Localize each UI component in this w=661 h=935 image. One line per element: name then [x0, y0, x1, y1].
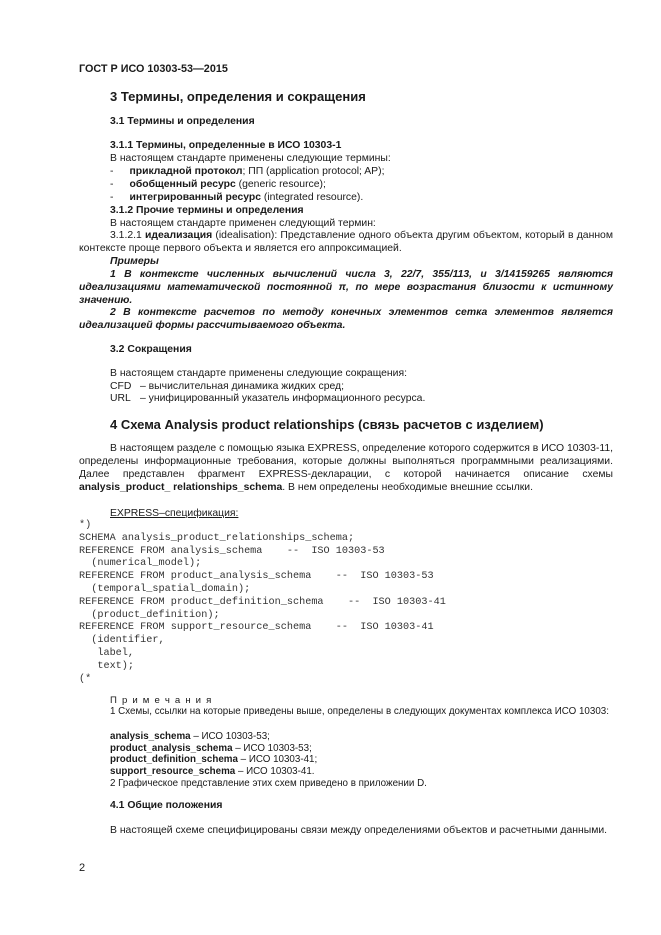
code-line: REFERENCE FROM product_definition_schema -- ISO 10303-41 [79, 596, 446, 608]
schema-name: analysis_schema [110, 731, 191, 742]
code-line: REFERENCE FROM product_analysis_schema -- ISO 10303-53 [79, 571, 434, 583]
term-name: прикладной протокол [129, 166, 243, 177]
definition-idealisation [79, 229, 613, 255]
abbreviation-text: – вычислительная динамика жидких сред; [140, 381, 345, 392]
section-3-1-2-title: 3.1.2 Прочие термины и определения [110, 205, 304, 216]
code-line: (numerical_model); [79, 558, 202, 570]
term-rest: ; ПП (application protocol; AP); [242, 166, 385, 177]
section-3-1-title: 3.1 Термины и определения [110, 116, 255, 127]
code-line: text); [79, 660, 135, 672]
notes-label: П р и м е ч а н и я [110, 695, 213, 706]
express-code-block [79, 520, 446, 686]
schema-name: product_analysis_schema [110, 742, 233, 754]
definition-number: 3.1.2.1 [110, 230, 145, 241]
note-reference [110, 754, 317, 766]
term-312-intro: В настоящем стандарте применен следующий термин: [110, 218, 376, 229]
code-line: SCHEMA analysis_product_relationships_schema; [79, 532, 355, 544]
term-dash: - [110, 192, 114, 203]
abbreviation: URL [110, 393, 131, 404]
schema-name: support_resource_schema [110, 765, 236, 777]
section-4-intro-paragraph [79, 442, 613, 494]
term-rest: (generic resource); [235, 179, 326, 190]
note-1: 1 Схемы, ссылки на которые приведены выше, определены в следующих документах комплекса ИСО 10303: [110, 706, 609, 717]
section-3-title: 3 Термины, определения и сокращения [110, 89, 366, 104]
schema-doc: – ИСО 10303-53; [190, 731, 270, 742]
section-4-1-title: 4.1 Общие положения [110, 800, 223, 811]
code-line: label, [79, 647, 135, 659]
schema-doc: – ИСО 10303-41; [237, 754, 318, 765]
term-dash: - [110, 179, 114, 190]
term-name: обобщенный ресурс [129, 179, 236, 190]
note-reference [110, 731, 317, 743]
terms-intro: В настоящем стандарте применены следующие термины: [110, 153, 391, 164]
term-item-2 [110, 178, 326, 191]
page-number: 2 [79, 862, 86, 874]
schema-doc: – ИСО 10303-41. [235, 765, 315, 777]
example-2: 2 В контексте расчетов по методу конечных элементов сетка элементов является идеализацией формы рассчитываемого объекта. [79, 307, 613, 331]
term-name: интегрированный ресурс [129, 192, 262, 203]
section-4-title: 4 Схема Analysis product relationships (связь расчетов с изделием) [110, 417, 544, 432]
term-rest: (integrated resource). [261, 192, 364, 203]
example-1: 1 В контексте численных вычислений числа 3, 22/7, 355/113, и 3/14159265 являются идеализациями математической постоянной π, по мере возрастания близости к истинному значению. [79, 269, 613, 306]
note-reference [110, 743, 317, 755]
paragraph-text: В настоящем разделе с помощью языка EXPRESS, определение которого содержится в ИСО 10303-11, определены информационные требования, которые должны выполняться программными реализациями. Далее представлен фрагмент EXPRESS-декларации, с которой начинается описание схемы [79, 443, 613, 480]
definition-term: идеализация [145, 230, 213, 241]
schema-name: product_definition_schema [110, 754, 238, 765]
code-line: (* [79, 673, 92, 685]
code-line: REFERENCE FROM support_resource_schema -- ISO 10303-41 [79, 622, 434, 634]
term-dash: - [110, 166, 114, 177]
abbreviation: CFD [110, 381, 132, 392]
note-reference [110, 766, 317, 778]
express-spec-label: EXPRESS–спецификация: [110, 508, 239, 519]
examples-label: Примеры [110, 256, 159, 267]
paragraph-text: . В нем определены необходимые внешние ссылки. [282, 482, 533, 493]
term-item-3 [110, 191, 363, 204]
abbreviations-intro: В настоящем стандарте применены следующие сокращения: [110, 368, 407, 379]
term-item-1 [110, 165, 384, 178]
section-3-2-title: 3.2 Сокращения [110, 344, 192, 355]
document-header: ГОСТ Р ИСО 10303-53—2015 [79, 63, 228, 75]
schema-name: analysis_product_ relationships_schema [79, 482, 283, 493]
note-2: 2 Графическое представление этих схем приведено в приложении D. [110, 778, 427, 789]
note-references [110, 731, 317, 777]
code-line: (temporal_spatial_domain); [79, 583, 251, 595]
code-line: (product_definition); [79, 609, 220, 621]
schema-doc: – ИСО 10303-53; [232, 742, 312, 754]
code-line: *) [79, 520, 92, 531]
abbreviation-row [110, 392, 425, 405]
code-line: (identifier, [79, 635, 165, 647]
abbreviation-text: – унифицированный указатель информационного ресурса. [140, 393, 426, 404]
code-line: REFERENCE FROM analysis_schema -- ISO 10303-53 [79, 545, 385, 557]
section-4-1-text: В настоящей схеме специфицированы связи между определениями объектов и расчетными данными. [110, 825, 608, 836]
definition-text: (idealisation): Представление одного объекта другим объектом, который в данном контексте проще первого объекта и является его аппроксимацией. [79, 230, 613, 254]
section-3-1-1-title: 3.1.1 Термины, определенные в ИСО 10303-1 [110, 140, 342, 151]
